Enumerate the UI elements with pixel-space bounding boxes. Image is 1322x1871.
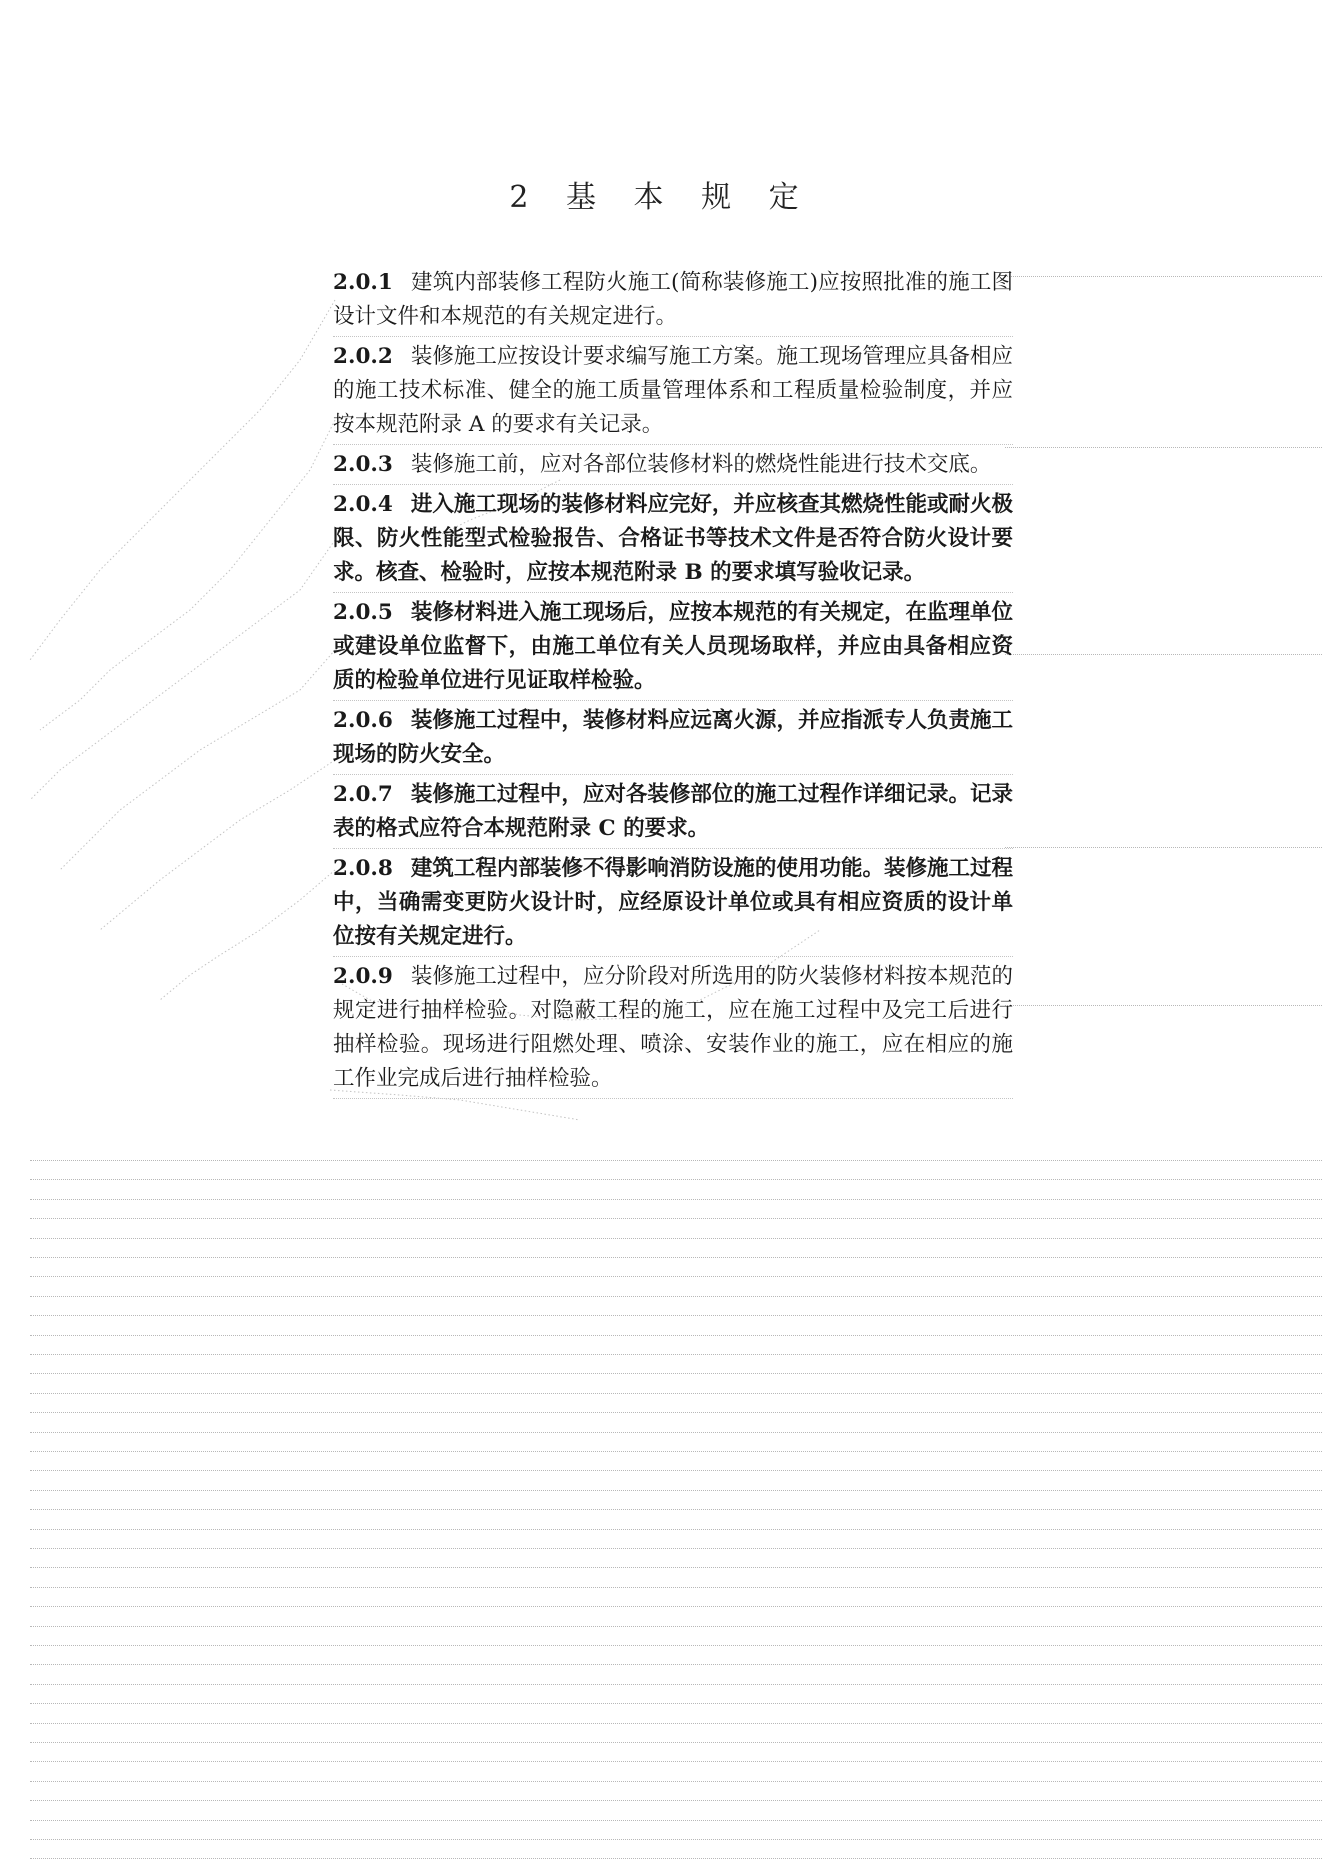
clause-text: 装修施工过程中，应对各装修部位的施工过程作详细记录。记录表的格式应符合本规范附录 C 的要求。 — [333, 782, 1013, 841]
clause-2-0-5 — [333, 596, 1013, 701]
clause-2-0-6 — [333, 704, 1013, 775]
clause-number: 2.0.2 — [333, 344, 393, 369]
clause-number: 2.0.6 — [333, 708, 393, 733]
clause-text: 建筑内部装修工程防火施工(简称装修施工)应按照批准的施工图设计文件和本规范的有关规定进行。 — [333, 270, 1013, 329]
clause-list — [333, 266, 1013, 1102]
clause-text: 装修施工过程中，装修材料应远离火源，并应指派专人负责施工现场的防火安全。 — [333, 708, 1013, 767]
clause-number: 2.0.4 — [333, 492, 393, 517]
clause-2-0-3 — [333, 448, 1013, 485]
clause-2-0-1 — [333, 266, 1013, 337]
clause-2-0-8 — [333, 852, 1013, 957]
clause-text: 进入施工现场的装修材料应完好，并应核查其燃烧性能或耐火极限、防火性能型式检验报告、合格证书等技术文件是否符合防火设计要求。核查、检验时，应按本规范附录 B 的要求填写验收记录。 — [333, 492, 1013, 585]
clause-number: 2.0.3 — [333, 452, 393, 477]
section-heading: 2 基 本 规 定 — [509, 180, 813, 215]
clause-text: 装修施工应按设计要求编写施工方案。施工现场管理应具备相应的施工技术标准、健全的施工质量管理体系和工程质量检验制度，并应按本规范附录 A 的要求有关记录。 — [333, 344, 1013, 437]
clause-text: 装修施工过程中，应分阶段对所选用的防火装修材料按本规范的规定进行抽样检验。对隐蔽工程的施工，应在施工过程中及完工后进行抽样检验。现场进行阻燃处理、喷涂、安装作业的施工，应在相应的施工作业完成后进行抽样检验。 — [333, 964, 1013, 1091]
clause-text: 装修材料进入施工现场后，应按本规范的有关规定，在监理单位或建设单位监督下，由施工单位有关人员现场取样，并应由具备相应资质的检验单位进行见证取样检验。 — [333, 600, 1013, 693]
clause-number: 2.0.7 — [333, 782, 393, 807]
clause-number: 2.0.8 — [333, 856, 393, 881]
clause-text: 建筑工程内部装修不得影响消防设施的使用功能。装修施工过程中，当确需变更防火设计时，应经原设计单位或具有相应资质的设计单位按有关规定进行。 — [333, 856, 1013, 949]
clause-2-0-4 — [333, 488, 1013, 593]
clause-number: 2.0.5 — [333, 600, 393, 625]
clause-number: 2.0.1 — [333, 270, 393, 295]
clause-2-0-9 — [333, 960, 1013, 1099]
clause-2-0-7 — [333, 778, 1013, 849]
clause-text: 装修施工前，应对各部位装修材料的燃烧性能进行技术交底。 — [410, 452, 992, 477]
clause-2-0-2 — [333, 340, 1013, 445]
clause-number: 2.0.9 — [333, 964, 393, 989]
